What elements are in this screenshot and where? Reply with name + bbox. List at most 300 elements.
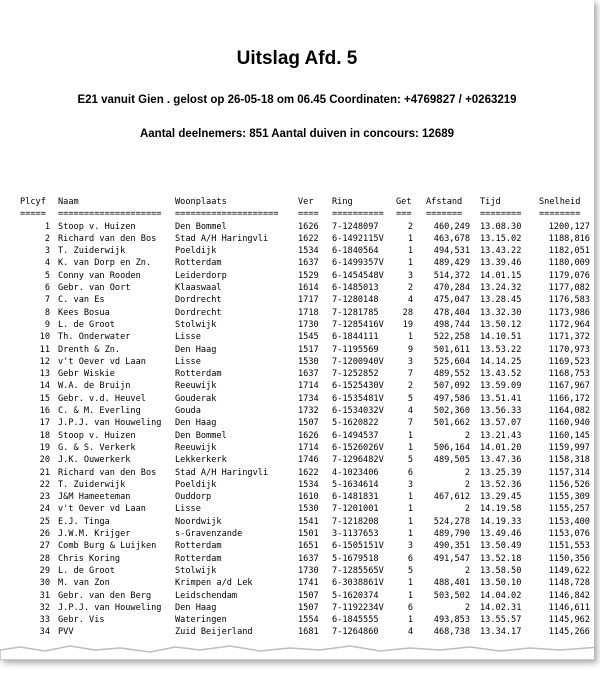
cell-afstand: 2 bbox=[464, 430, 470, 441]
cell-ring: 7-1252852 bbox=[332, 369, 379, 380]
cell-snelheid: 1145,962 bbox=[548, 615, 590, 626]
cell-ver: 1501 bbox=[298, 529, 319, 540]
underline-ver: ==== bbox=[298, 209, 319, 220]
cell-woonplaats: Lisse bbox=[175, 356, 201, 367]
cell-afstand: 491,547 bbox=[433, 553, 470, 564]
cell-ver: 1637 bbox=[298, 258, 319, 269]
cell-afstand: 489,429 bbox=[433, 258, 470, 269]
cell-ver: 1714 bbox=[298, 442, 319, 453]
cell-ring: 7-1195569 bbox=[332, 344, 379, 355]
cell-plcyf: 14 bbox=[39, 381, 50, 392]
cell-naam: C. & M. Everling bbox=[58, 406, 141, 417]
cell-tijd: 13.43.22 bbox=[480, 246, 522, 257]
cell-naam: v't Oever vd Laan bbox=[58, 504, 146, 515]
cell-woonplaats: Lisse bbox=[175, 504, 201, 515]
cell-tijd: 14.04.02 bbox=[480, 590, 522, 601]
table-row bbox=[20, 405, 590, 417]
cell-ring: 6-1534032V bbox=[332, 406, 384, 417]
cell-plcyf: 6 bbox=[44, 283, 50, 294]
cell-ring: 6-1844111 bbox=[332, 332, 379, 343]
table-row bbox=[20, 553, 590, 565]
cell-ring: 4-1023406 bbox=[332, 467, 379, 478]
torn-edge-shape bbox=[0, 636, 594, 660]
cell-tijd: 14.14.25 bbox=[480, 356, 522, 367]
cell-snelheid: 1150,356 bbox=[548, 553, 590, 564]
cell-plcyf: 33 bbox=[39, 615, 50, 626]
cell-plcyf: 7 bbox=[44, 295, 50, 306]
cell-plcyf: 31 bbox=[39, 590, 50, 601]
cell-naam: W.A. de Bruijn bbox=[58, 381, 131, 392]
cell-naam: Chris Koring bbox=[58, 553, 121, 564]
table-row bbox=[20, 257, 590, 269]
table-row bbox=[20, 540, 590, 552]
cell-naam: Conny van Rooden bbox=[58, 270, 141, 281]
cell-snelheid: 1153,400 bbox=[548, 516, 590, 527]
cell-afstand: 501,662 bbox=[433, 418, 470, 429]
cell-get: 4 bbox=[407, 295, 413, 306]
cell-woonplaats: Rotterdam bbox=[175, 553, 222, 564]
cell-snelheid: 1200,127 bbox=[548, 221, 590, 232]
cell-plcyf: 3 bbox=[44, 246, 50, 257]
cell-naam: J.P.J. van Houweling bbox=[58, 602, 162, 613]
cell-get: 1 bbox=[407, 430, 413, 441]
cell-afstand: 460,249 bbox=[433, 221, 470, 232]
cell-get: 9 bbox=[407, 344, 413, 355]
table-row bbox=[20, 454, 590, 466]
cell-snelheid: 1168,753 bbox=[548, 369, 590, 380]
table-row bbox=[20, 270, 590, 282]
cell-ver: 1637 bbox=[298, 369, 319, 380]
cell-naam: Gebr Wiskie bbox=[58, 369, 115, 380]
header-ver: Ver bbox=[298, 197, 314, 207]
table-row bbox=[20, 393, 590, 405]
table-row bbox=[20, 356, 590, 368]
cell-afstand: 478,404 bbox=[433, 307, 470, 318]
cell-snelheid: 1158,318 bbox=[548, 455, 590, 466]
table-row bbox=[20, 380, 590, 392]
cell-ring: 6-1525430V bbox=[332, 381, 384, 392]
cell-plcyf: 28 bbox=[39, 553, 50, 564]
cell-tijd: 13.55.57 bbox=[480, 615, 522, 626]
cell-plcyf: 26 bbox=[39, 529, 50, 540]
cell-ver: 1651 bbox=[298, 541, 319, 552]
header-snelheid: Snelheid bbox=[539, 197, 581, 207]
cell-woonplaats: Stad A/H Haringvli bbox=[175, 233, 269, 244]
table-header bbox=[20, 196, 590, 208]
cell-get: 1 bbox=[407, 442, 413, 453]
cell-naam: L. de Groot bbox=[58, 565, 115, 576]
cell-woonplaats: Den Bommel bbox=[175, 221, 227, 232]
cell-woonplaats: Dordrecht bbox=[175, 307, 222, 318]
cell-ver: 1507 bbox=[298, 602, 319, 613]
cell-ring: 6-3038861V bbox=[332, 578, 384, 589]
table-row bbox=[20, 503, 590, 515]
cell-snelheid: 1179,076 bbox=[548, 270, 590, 281]
table-row bbox=[20, 307, 590, 319]
cell-get: 7 bbox=[407, 369, 413, 380]
table-row bbox=[20, 245, 590, 257]
cell-get: 5 bbox=[407, 565, 413, 576]
cell-tijd: 13.08.30 bbox=[480, 221, 522, 232]
cell-plcyf: 34 bbox=[39, 627, 50, 638]
cell-tijd: 13.29.45 bbox=[480, 492, 522, 503]
table-row bbox=[20, 602, 590, 614]
cell-tijd: 13.25.39 bbox=[480, 467, 522, 478]
cell-plcyf: 22 bbox=[39, 479, 50, 490]
cell-woonplaats: Poeldijk bbox=[175, 246, 217, 257]
cell-get: 1 bbox=[407, 246, 413, 257]
cell-ring: 6-1485013 bbox=[332, 283, 379, 294]
cell-plcyf: 2 bbox=[44, 233, 50, 244]
cell-woonplaats: s-Gravenzande bbox=[175, 529, 243, 540]
cell-afstand: 490,351 bbox=[433, 541, 470, 552]
cell-snelheid: 1172,964 bbox=[548, 319, 590, 330]
cell-afstand: 494,531 bbox=[433, 246, 470, 257]
cell-ring: 7-1192234V bbox=[332, 602, 384, 613]
document-title: Uitslag Afd. 5 bbox=[236, 48, 358, 69]
cell-plcyf: 29 bbox=[39, 565, 50, 576]
cell-snelheid: 1164,082 bbox=[548, 406, 590, 417]
cell-ver: 1730 bbox=[298, 319, 319, 330]
cell-tijd: 13.15.02 bbox=[480, 233, 522, 244]
participant-stats: Aantal deelnemers: 851 Aantal duiven in concours: 12689 bbox=[139, 128, 455, 140]
cell-tijd: 14.01.15 bbox=[480, 270, 522, 281]
cell-woonplaats: Noordwijk bbox=[175, 516, 222, 527]
cell-woonplaats: Klaaswaal bbox=[175, 283, 222, 294]
cell-snelheid: 1148,728 bbox=[548, 578, 590, 589]
cell-get: 28 bbox=[402, 307, 413, 318]
cell-tijd: 13.39.46 bbox=[480, 258, 522, 269]
cell-snelheid: 1166,172 bbox=[548, 393, 590, 404]
cell-woonplaats: Zuid Beijerland bbox=[175, 627, 253, 638]
cell-get: 3 bbox=[407, 270, 413, 281]
cell-ring: 6-1840564 bbox=[332, 246, 379, 257]
cell-get: 19 bbox=[402, 319, 413, 330]
cell-snelheid: 1146,611 bbox=[548, 602, 590, 613]
torn-edge bbox=[0, 648, 594, 660]
cell-plcyf: 10 bbox=[39, 332, 50, 343]
cell-ver: 1637 bbox=[298, 553, 319, 564]
cell-get: 1 bbox=[407, 233, 413, 244]
cell-plcyf: 23 bbox=[39, 492, 50, 503]
cell-snelheid: 1167,967 bbox=[548, 381, 590, 392]
cell-ver: 1730 bbox=[298, 565, 319, 576]
cell-ring: 7-1201001 bbox=[332, 504, 379, 515]
cell-ring: 7-1200940V bbox=[332, 356, 384, 367]
cell-ver: 1545 bbox=[298, 332, 319, 343]
cell-tijd: 13.47.36 bbox=[480, 455, 522, 466]
cell-snelheid: 1188,816 bbox=[548, 233, 590, 244]
cell-ver: 1732 bbox=[298, 406, 319, 417]
cell-ring: 7-1281785 bbox=[332, 307, 379, 318]
cell-ring: 7-1296482V bbox=[332, 455, 384, 466]
cell-snelheid: 1145,266 bbox=[548, 627, 590, 638]
cell-tijd: 14.10.51 bbox=[480, 332, 522, 343]
results-table bbox=[20, 196, 590, 639]
cell-plcyf: 15 bbox=[39, 393, 50, 404]
cell-get: 1 bbox=[407, 258, 413, 269]
header-tijd: Tijd bbox=[480, 197, 501, 207]
table-row bbox=[20, 491, 590, 503]
cell-woonplaats: Stad A/H Haringvli bbox=[175, 467, 269, 478]
table-row bbox=[20, 528, 590, 540]
header-plcyf: Plcyf bbox=[20, 197, 46, 207]
cell-tijd: 13.59.09 bbox=[480, 381, 522, 392]
cell-tijd: 13.51.41 bbox=[480, 393, 522, 404]
cell-get: 6 bbox=[407, 467, 413, 478]
cell-get: 2 bbox=[407, 221, 413, 232]
cell-naam: M. van Zon bbox=[58, 578, 110, 589]
cell-plcyf: 30 bbox=[39, 578, 50, 589]
cell-ver: 1534 bbox=[298, 479, 319, 490]
cell-woonplaats: Den Haag bbox=[175, 602, 217, 613]
cell-snelheid: 1146,842 bbox=[548, 590, 590, 601]
cell-tijd: 13.32.30 bbox=[480, 307, 522, 318]
cell-afstand: 502,360 bbox=[433, 406, 470, 417]
cell-tijd: 14.01.20 bbox=[480, 442, 522, 453]
header-afstand: Afstand bbox=[426, 197, 463, 207]
cell-plcyf: 13 bbox=[39, 369, 50, 380]
underline-snelheid: ======== bbox=[539, 209, 581, 220]
cell-afstand: 463,678 bbox=[433, 233, 470, 244]
cell-naam: T. Zuiderwijk bbox=[58, 246, 126, 257]
cell-ver: 1507 bbox=[298, 590, 319, 601]
header-woonplaats: Woonplaats bbox=[175, 197, 227, 207]
cell-afstand: 503,502 bbox=[433, 590, 470, 601]
cell-naam: Gebr. v.d. Heuvel bbox=[58, 393, 146, 404]
underline-tijd: ======== bbox=[480, 209, 522, 220]
cell-plcyf: 25 bbox=[39, 516, 50, 527]
cell-ver: 1529 bbox=[298, 270, 319, 281]
cell-get: 1 bbox=[407, 492, 413, 503]
underline-ring: ========== bbox=[332, 209, 384, 220]
cell-ring: 6-1454548V bbox=[332, 270, 384, 281]
cell-get: 4 bbox=[407, 406, 413, 417]
cell-tijd: 13.58.50 bbox=[480, 565, 522, 576]
cell-get: 5 bbox=[407, 393, 413, 404]
cell-get: 1 bbox=[407, 578, 413, 589]
cell-naam: C. van Es bbox=[58, 295, 105, 306]
header-get: Get bbox=[396, 197, 412, 207]
cell-get: 1 bbox=[407, 590, 413, 601]
cell-afstand: 507,092 bbox=[433, 381, 470, 392]
cell-ver: 1717 bbox=[298, 295, 319, 306]
cell-afstand: 2 bbox=[464, 504, 470, 515]
cell-snelheid: 1160,940 bbox=[548, 418, 590, 429]
table-row bbox=[20, 467, 590, 479]
cell-naam: Kees Bosua bbox=[58, 307, 110, 318]
table-row bbox=[20, 368, 590, 380]
cell-naam: K. van Dorp en Zn. bbox=[58, 258, 152, 269]
underline-afstand: ======= bbox=[426, 209, 463, 220]
cell-afstand: 488,401 bbox=[433, 578, 470, 589]
cell-woonplaats: Rotterdam bbox=[175, 369, 222, 380]
cell-afstand: 2 bbox=[464, 479, 470, 490]
cell-afstand: 2 bbox=[464, 602, 470, 613]
table-row bbox=[20, 233, 590, 245]
table-row bbox=[20, 417, 590, 429]
cell-get: 2 bbox=[407, 381, 413, 392]
cell-snelheid: 1160,145 bbox=[548, 430, 590, 441]
cell-woonplaats: Leidschendam bbox=[175, 590, 238, 601]
cell-woonplaats: Gouda bbox=[175, 406, 201, 417]
cell-tijd: 13.43.52 bbox=[480, 369, 522, 380]
cell-ring: 7-1280148 bbox=[332, 295, 379, 306]
cell-afstand: 489,790 bbox=[433, 529, 470, 540]
cell-snelheid: 1151,553 bbox=[548, 541, 590, 552]
cell-ver: 1507 bbox=[298, 418, 319, 429]
cell-ver: 1534 bbox=[298, 246, 319, 257]
cell-ver: 1530 bbox=[298, 504, 319, 515]
cell-snelheid: 1157,314 bbox=[548, 467, 590, 478]
cell-woonplaats: Stolwijk bbox=[175, 565, 217, 576]
cell-ring: 7-1248097 bbox=[332, 221, 379, 232]
cell-naam: Comb Burg & Luijken bbox=[58, 541, 157, 552]
table-body bbox=[20, 221, 590, 639]
cell-afstand: 506,164 bbox=[433, 442, 470, 453]
cell-ver: 1746 bbox=[298, 455, 319, 466]
table-row bbox=[20, 442, 590, 454]
cell-get: 3 bbox=[407, 356, 413, 367]
cell-ver: 1517 bbox=[298, 344, 319, 355]
cell-woonplaats: Rotterdam bbox=[175, 541, 222, 552]
cell-plcyf: 20 bbox=[39, 455, 50, 466]
cell-plcyf: 12 bbox=[39, 356, 50, 367]
cell-ver: 1681 bbox=[298, 627, 319, 638]
cell-ring: 5-1634614 bbox=[332, 479, 379, 490]
cell-tijd: 13.21.43 bbox=[480, 430, 522, 441]
cell-tijd: 13.50.49 bbox=[480, 541, 522, 552]
cell-ver: 1622 bbox=[298, 467, 319, 478]
cell-plcyf: 16 bbox=[39, 406, 50, 417]
cell-get: 6 bbox=[407, 553, 413, 564]
header-ring: Ring bbox=[332, 197, 353, 207]
cell-plcyf: 17 bbox=[39, 418, 50, 429]
table-row bbox=[20, 319, 590, 331]
cell-woonplaats: Ouddorp bbox=[175, 492, 212, 503]
cell-snelheid: 1149,622 bbox=[548, 565, 590, 576]
cell-ring: 6-1526026V bbox=[332, 442, 384, 453]
cell-woonplaats: Rotterdam bbox=[175, 258, 222, 269]
cell-snelheid: 1171,372 bbox=[548, 332, 590, 343]
cell-get: 2 bbox=[407, 283, 413, 294]
cell-afstand: 522,258 bbox=[433, 332, 470, 343]
table-row bbox=[20, 479, 590, 491]
cell-snelheid: 1169,523 bbox=[548, 356, 590, 367]
cell-plcyf: 24 bbox=[39, 504, 50, 515]
cell-ring: 6-1494537 bbox=[332, 430, 379, 441]
cell-ver: 1622 bbox=[298, 233, 319, 244]
cell-tijd: 13.52.18 bbox=[480, 553, 522, 564]
header-naam: Naam bbox=[58, 197, 79, 207]
table-row bbox=[20, 430, 590, 442]
cell-woonplaats: Wateringen bbox=[175, 615, 227, 626]
cell-tijd: 13.28.45 bbox=[480, 295, 522, 306]
cell-ring: 6-1535481V bbox=[332, 393, 384, 404]
header-underline bbox=[20, 208, 590, 220]
cell-afstand: 497,586 bbox=[433, 393, 470, 404]
table-row bbox=[20, 344, 590, 356]
table-row bbox=[20, 614, 590, 626]
cell-afstand: 467,612 bbox=[433, 492, 470, 503]
cell-get: 6 bbox=[407, 602, 413, 613]
cell-snelheid: 1156,526 bbox=[548, 479, 590, 490]
cell-woonplaats: Lisse bbox=[175, 332, 201, 343]
cell-ver: 1714 bbox=[298, 381, 319, 392]
cell-ring: 6-1481831 bbox=[332, 492, 379, 503]
cell-snelheid: 1170,973 bbox=[548, 344, 590, 355]
cell-afstand: 514,372 bbox=[433, 270, 470, 281]
cell-woonplaats: Leiderdorp bbox=[175, 270, 227, 281]
cell-plcyf: 32 bbox=[39, 602, 50, 613]
cell-woonplaats: Den Haag bbox=[175, 418, 217, 429]
cell-afstand: 489,552 bbox=[433, 369, 470, 380]
cell-ver: 1626 bbox=[298, 221, 319, 232]
cell-naam: Th. Onderwater bbox=[58, 332, 131, 343]
cell-ring: 7-1285416V bbox=[332, 319, 384, 330]
cell-tijd: 13.50.10 bbox=[480, 578, 522, 589]
cell-tijd: 13.57.07 bbox=[480, 418, 522, 429]
cell-plcyf: 9 bbox=[44, 319, 50, 330]
cell-ring: 5-1620822 bbox=[332, 418, 379, 429]
underline-woonplaats: ==================== bbox=[175, 209, 279, 220]
cell-get: 1 bbox=[407, 516, 413, 527]
table-row bbox=[20, 565, 590, 577]
cell-naam: J.W.M. Krijger bbox=[58, 529, 131, 540]
cell-woonplaats: Stolwijk bbox=[175, 319, 217, 330]
cell-get: 3 bbox=[407, 479, 413, 490]
cell-afstand: 501,611 bbox=[433, 344, 470, 355]
cell-snelheid: 1159,997 bbox=[548, 442, 590, 453]
cell-woonplaats: Gouderak bbox=[175, 393, 217, 404]
cell-tijd: 13.53.22 bbox=[480, 344, 522, 355]
table-row bbox=[20, 282, 590, 294]
cell-ver: 1530 bbox=[298, 356, 319, 367]
table-row bbox=[20, 590, 590, 602]
cell-afstand: 524,278 bbox=[433, 516, 470, 527]
cell-get: 5 bbox=[407, 455, 413, 466]
cell-tijd: 14.02.31 bbox=[480, 602, 522, 613]
cell-woonplaats: Poeldijk bbox=[175, 479, 217, 490]
cell-ver: 1734 bbox=[298, 393, 319, 404]
cell-afstand: 498,744 bbox=[433, 319, 470, 330]
cell-woonplaats: Krimpen a/d Lek bbox=[175, 578, 253, 589]
cell-get: 1 bbox=[407, 504, 413, 515]
race-details: E21 vanuit Gien . gelost op 26-05-18 om 06.45 Coordinaten: +4769827 / +0263219 bbox=[77, 94, 517, 106]
cell-ring: 6-1492115V bbox=[332, 233, 384, 244]
underline-plcyf: ===== bbox=[20, 209, 46, 220]
cell-get: 3 bbox=[407, 541, 413, 552]
cell-ring: 6-1505151V bbox=[332, 541, 384, 552]
cell-snelheid: 1153,076 bbox=[548, 529, 590, 540]
cell-afstand: 470,284 bbox=[433, 283, 470, 294]
cell-plcyf: 1 bbox=[44, 221, 50, 232]
cell-woonplaats: Reeuwijk bbox=[175, 381, 217, 392]
cell-ver: 1741 bbox=[298, 578, 319, 589]
cell-get: 1 bbox=[407, 332, 413, 343]
cell-ring: 5-1679518 bbox=[332, 553, 379, 564]
cell-snelheid: 1155,257 bbox=[548, 504, 590, 515]
cell-plcyf: 19 bbox=[39, 442, 50, 453]
cell-tijd: 13.49.46 bbox=[480, 529, 522, 540]
cell-naam: G. & S. Verkerk bbox=[58, 442, 136, 453]
cell-get: 1 bbox=[407, 615, 413, 626]
cell-naam: J.P.J. van Houweling bbox=[58, 418, 162, 429]
cell-ver: 1626 bbox=[298, 430, 319, 441]
cell-naam: L. de Groot bbox=[58, 319, 115, 330]
cell-naam: J&M Hameeteman bbox=[58, 492, 131, 503]
cell-afstand: 2 bbox=[464, 467, 470, 478]
